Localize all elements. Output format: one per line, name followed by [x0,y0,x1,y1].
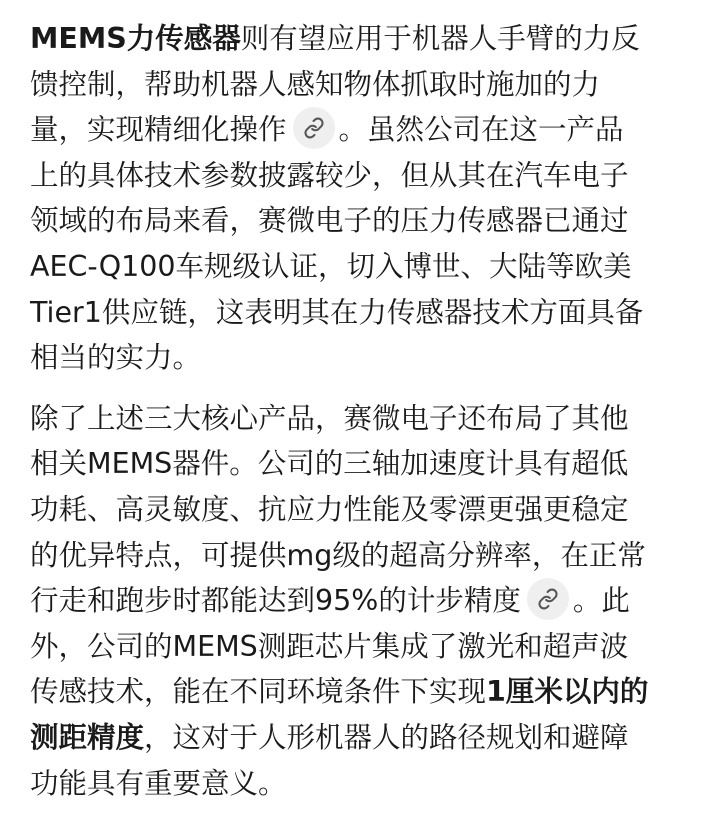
text-line: AEC-Q100车规级认证，切入博世、大陆等欧美 [30,249,632,283]
text-line: 相当的实力。 [30,341,202,375]
bold-term: MEMS力传感器 [30,22,241,55]
text-span: 传感技术，能在不同环境条件下实现 [30,675,487,709]
text-line: 除了上述三大核心产品，赛微电子还布局了其他 [30,401,629,435]
text-line: 外，公司的MEMS测距芯片集成了激光和超声波 [30,629,629,663]
text-span: ，这对于人形机器人的路径规划和避障 [144,720,629,754]
text-line: 相关MEMS器件。公司的三轴加速度计具有超低 [30,447,629,481]
article-body [30,16,696,806]
source-link-button[interactable] [527,578,569,620]
paragraph-1 [30,16,696,381]
text-line: 上的具体技术参数披露较少，但从其在汽车电子 [30,158,629,192]
bold-phrase: 测距精度 [30,720,145,754]
text-line: 馈控制，帮助机器人感知物体抓取时施加的力 [30,67,601,101]
text-line [30,715,696,761]
text-span: 量，实现精细化操作 [30,113,287,147]
text-line: 功耗、高灵敏度、抗应力性能及零漂更强更稳定 [30,492,629,526]
link-icon [303,117,325,139]
text-line: 领域的布局来看，赛微电子的压力传感器已通过 [30,204,629,238]
text-line: 的优异特点，可提供mg级的超高分辨率，在正常 [30,538,646,572]
text-line: 功能具有重要意义。 [30,766,287,800]
text-line [30,669,696,715]
text-line: Tier1供应链，这表明其在力传感器技术方面具备 [30,295,644,329]
text-span: 。虽然公司在这一产品 [338,113,624,147]
text-span: 行走和跑步时都能达到95%的计步精度 [30,584,521,618]
text-line [30,107,696,153]
text-line [30,16,696,62]
source-link-button[interactable] [293,107,335,149]
text-span: 。此 [572,584,630,618]
link-icon [537,588,559,610]
bold-phrase: 1厘米以内的 [486,675,649,709]
text-span: 则有望应用于机器人手臂的力反 [240,22,640,55]
text-line [30,578,696,624]
paragraph-2 [30,396,696,806]
